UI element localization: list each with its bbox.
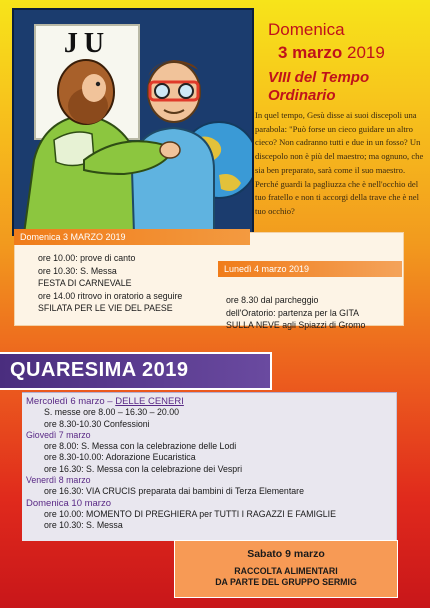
day-label-extra: DELLE CENERI [115,396,184,407]
gospel-passage: In quel tempo, Gesù disse ai suoi discepoli una parabola: "Può forse un cieco guidare un altro cieco? Non cadranno tutti e due in un fosso? Un discepolo non è più del maestro; ma ognuno, che sia ben preparato, sarà come il suo maestro. Perché guardi la pagliuzza che è nell'occhio del tuo fratello e non ti accorgi della trave che è nel tuo occhio? [255,110,424,216]
sunday-heading: Domenica 3 MARZO 2019 [14,229,250,245]
header-liturgy-line-1: VIII del Tempo [268,69,370,86]
sunday-date-header [264,20,424,105]
monday-heading: Lunedì 4 marzo 2019 [218,261,402,277]
header-day: Domenica [268,20,345,39]
quaresima-day-label: Venerdì 8 marzo [26,475,91,486]
saturday-line-2: DA PARTE DEL GRUPPO SERMIG [215,577,357,587]
event-text: ritrovo in oratorio a seguire [75,290,183,301]
event-text: FESTA DI CARNEVALE [38,278,132,288]
quaresima-banner [0,352,272,390]
quaresima-event: ore 10.30: S. Messa [44,520,123,531]
quaresima-event: S. messe ore 8.00 – 16.30 – 20.00 [44,407,179,418]
sunday-event [38,252,248,265]
illustration-figures [14,10,252,234]
saturday-title: Sabato 9 marzo [247,548,325,560]
header-liturgy [264,69,424,105]
day-label: Mercoledì 6 marzo – [26,396,113,407]
quaresima-day-label: Giovedì 7 marzo [26,429,91,440]
monday-line-2: dell'Oratorio: partenza per la GITA [226,307,360,318]
quaresima-schedule [22,392,397,541]
sunday-event [38,277,248,290]
quaresima-day-label [26,396,396,407]
event-time: ore 10.00 [38,253,76,263]
quaresima-title: QUARESIMA 2019 [10,359,189,381]
event-text: : S. Messa [75,265,117,276]
quaresima-day-label: Domenica 10 marzo [26,497,112,509]
saturday-line-1: RACCOLTA ALIMENTARI [234,566,338,576]
sunday-event [38,290,248,303]
saturday-text [175,566,397,588]
header-liturgy-line-2: Ordinario [268,87,336,104]
sunday-event [38,302,248,315]
quaresima-event: ore 10.00: MOMENTO DI PREGHIERA per TUTTI I RAGAZZI E FAMIGLIE [44,508,336,519]
event-text: SFILATA PER LE VIE DEL PAESE [38,303,173,313]
header-date [264,43,424,63]
monday-line-1: ore 8.30 dal parcheggio [226,295,319,305]
eye-chart-line-1: JU [63,28,111,59]
saturday-announcement [174,540,398,598]
event-time: ore 14.00 [38,290,76,301]
sunday-events-list [38,252,248,315]
monday-line-3: SULLA NEVE agli Spiazzi di Gromo [226,320,366,330]
monday-events [226,294,406,332]
quaresima-event: ore 16.30: S. Messa con la celebrazione dei Vespri [44,463,243,474]
header-date-day: 3 marzo [278,43,343,62]
quaresima-event: ore 16.30: VIA CRUCIS preparata dai bambini di Terza Elementare [44,486,304,497]
event-text: : prove di canto [75,253,136,263]
quaresima-event: ore 8.00: S. Messa con la celebrazione delle Lodi [44,441,237,452]
sunday-event [38,265,248,278]
quaresima-event: ore 8.30-10.00: Adorazione Eucaristica [44,452,196,463]
header-date-year: 2019 [346,43,385,62]
jesus-optician-illustration [12,8,254,236]
event-time: ore 10.30 [38,265,76,276]
quaresima-event: ore 8.30-10.30 Confessioni [44,418,150,429]
